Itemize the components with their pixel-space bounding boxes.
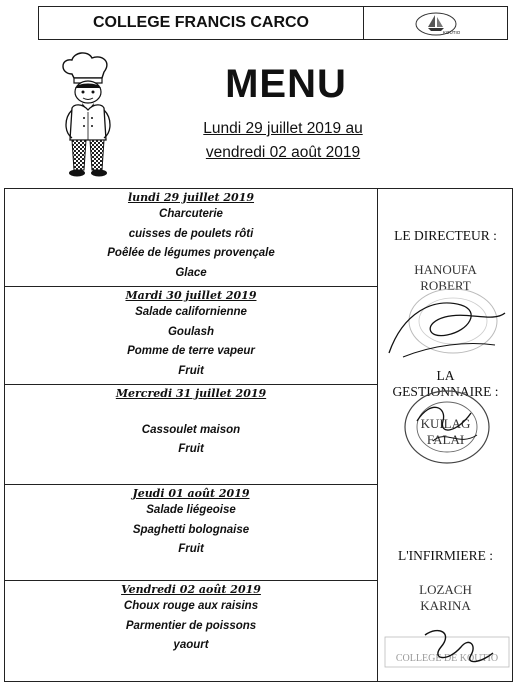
nurse-label: L'INFIRMIERE : xyxy=(397,548,494,563)
sailboat-logo-icon xyxy=(414,9,458,37)
nurse-name-last: KARINA xyxy=(420,598,471,613)
day-title: Mardi 30 juillet 2019 xyxy=(125,289,257,302)
director-stamp-signature-icon xyxy=(383,283,511,365)
dish: cuisses de poulets rôti xyxy=(128,227,254,240)
dish: Salade liégeoise xyxy=(146,504,236,516)
dish: Charcuterie xyxy=(159,208,223,220)
dish: Spaghetti bolognaise xyxy=(132,523,250,536)
day-title: Jeudi 01 août 2019 xyxy=(132,487,250,500)
day-block-thursday xyxy=(5,485,377,581)
manager-stamp-signature-icon xyxy=(397,385,497,469)
dish: Pomme de terre vapeur xyxy=(127,345,255,357)
dish: Parmentier de poissons xyxy=(125,619,257,632)
dish: Cassoulet maison xyxy=(141,423,241,436)
page-title: MENU xyxy=(225,62,347,106)
day-block-friday xyxy=(5,581,377,681)
date-range-line-1: Lundi 29 juillet 2019 au xyxy=(203,120,363,137)
dish: Choux rouge aux raisins xyxy=(123,600,259,612)
nurse-name-first: LOZACH xyxy=(419,582,472,597)
dish: Fruit xyxy=(178,443,204,455)
date-range-line-2: vendredi 02 août 2019 xyxy=(205,144,361,161)
nurse-stamp-signature-icon xyxy=(381,625,513,675)
manager-name-last: FALAI xyxy=(426,432,465,447)
school-name: COLLEGE FRANCIS CARCO xyxy=(39,7,364,39)
chef-illustration-icon xyxy=(52,52,122,180)
day-block-wednesday xyxy=(5,385,377,485)
day-title: lundi 29 juillet 2019 xyxy=(127,191,255,204)
dish: Poêlée de légumes provençale xyxy=(107,247,275,259)
dish: Salade californienne xyxy=(135,306,247,318)
dish: Goulash xyxy=(167,325,214,338)
manager-label-line-2: GESTIONNAIRE : xyxy=(392,384,499,399)
day-title: Mercredi 31 juillet 2019 xyxy=(115,387,267,400)
day-block-monday xyxy=(5,189,377,287)
day-block-tuesday xyxy=(5,287,377,385)
director-name-first: HANOUFA xyxy=(414,262,477,277)
manager-name-first: KUILAG xyxy=(420,416,471,431)
dish: Fruit xyxy=(178,543,204,555)
stamp-text: COLLEGE DE KOUTIO xyxy=(395,653,499,664)
director-label: LE DIRECTEUR : xyxy=(394,228,497,243)
dish: Fruit xyxy=(178,364,204,377)
menu-table xyxy=(4,188,513,682)
director-name-last: ROBERT xyxy=(420,278,471,293)
header-box xyxy=(38,6,508,40)
day-title: Vendredi 02 août 2019 xyxy=(121,583,261,596)
manager-label-line-1: LA xyxy=(436,368,455,383)
dish xyxy=(5,401,377,421)
dish: Glace xyxy=(175,266,207,279)
school-logo xyxy=(364,7,507,39)
logo-text: KOUTIO xyxy=(442,30,460,35)
dish: yaourt xyxy=(173,639,209,651)
